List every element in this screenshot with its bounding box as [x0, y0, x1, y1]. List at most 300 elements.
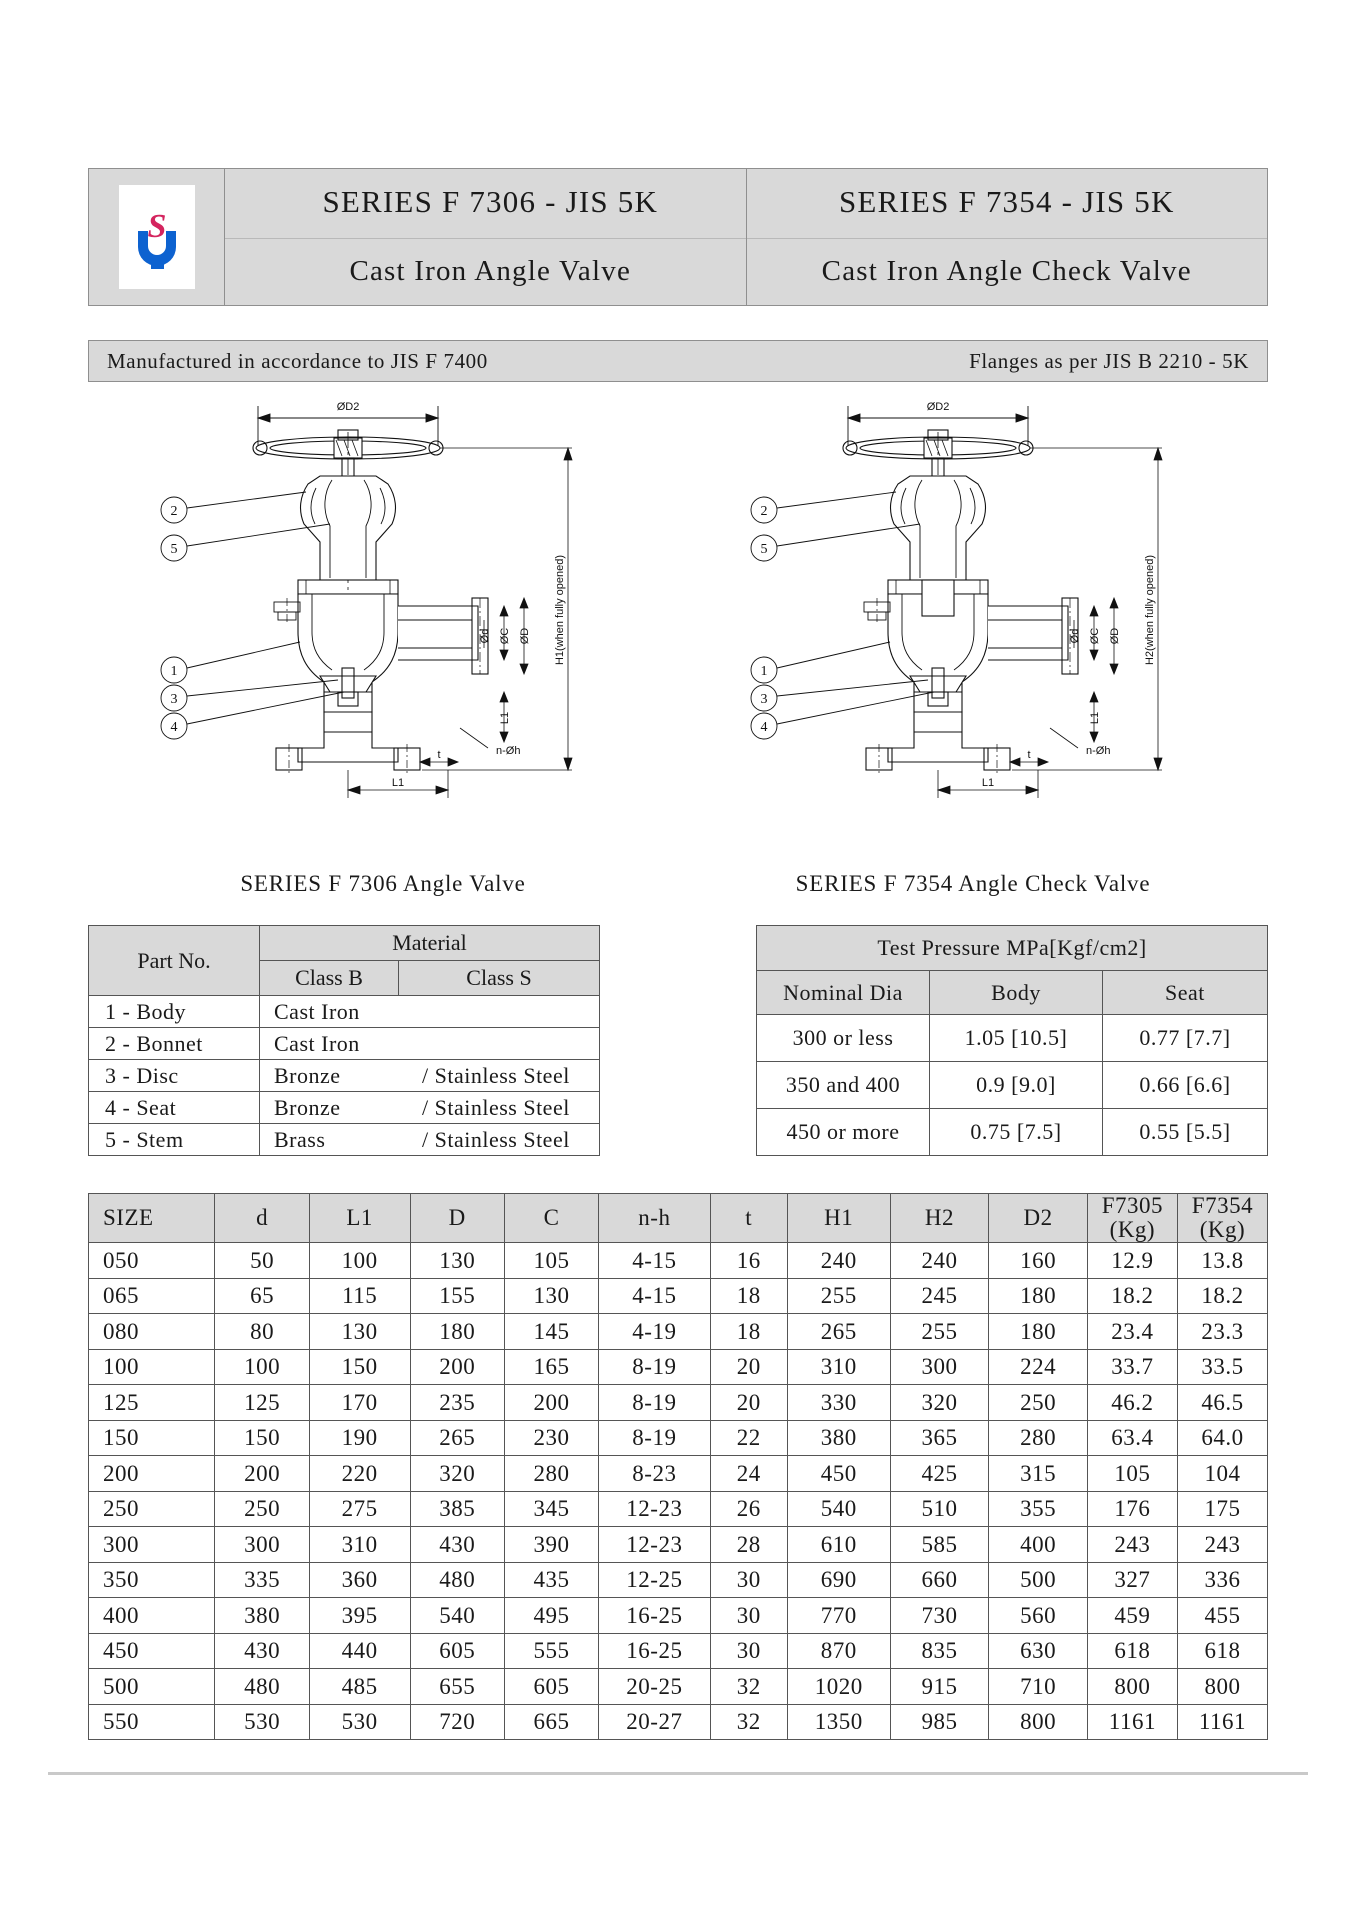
cell-t: 16 — [710, 1243, 787, 1279]
cell-f7305: 1161 — [1087, 1704, 1177, 1740]
cell-f7305: 243 — [1087, 1527, 1177, 1563]
header-titles — [225, 169, 1267, 305]
cell-h1: 690 — [787, 1562, 890, 1598]
col-head-f7305-weight — [1087, 1194, 1177, 1243]
cell-h1: 540 — [787, 1491, 890, 1527]
cell-nh: 4-15 — [599, 1243, 710, 1279]
pressure-seat: 0.55 [5.5] — [1103, 1109, 1268, 1156]
cell-D: 200 — [410, 1349, 504, 1385]
cell-C: 230 — [504, 1420, 598, 1456]
angle-valve-diagram — [148, 392, 618, 837]
page-header — [88, 168, 1268, 306]
parts-header-class-s: Class S — [399, 961, 600, 996]
cell-size: 065 — [89, 1278, 215, 1314]
right-drawing-caption: SERIES F 7354 Angle Check Valve — [795, 871, 1151, 896]
cell-f7305: 18.2 — [1087, 1278, 1177, 1314]
balloon-2: 2 — [760, 504, 768, 519]
cell-D: 655 — [410, 1669, 504, 1705]
cell-f7305: 12.9 — [1087, 1243, 1177, 1279]
cell-f7305: 327 — [1087, 1562, 1177, 1598]
part-name: 3 - Disc — [89, 1060, 260, 1092]
cell-f7305: 176 — [1087, 1491, 1177, 1527]
part-name: 4 - Seat — [89, 1092, 260, 1124]
cell-t: 32 — [710, 1704, 787, 1740]
cell-l1: 170 — [309, 1385, 410, 1421]
cell-C: 130 — [504, 1278, 598, 1314]
cell-h2: 425 — [890, 1456, 989, 1492]
cell-d: 250 — [215, 1491, 309, 1527]
cell-t: 22 — [710, 1420, 787, 1456]
cell-D: 720 — [410, 1704, 504, 1740]
table-row — [89, 1598, 1268, 1634]
cell-nh: 12-23 — [599, 1491, 710, 1527]
cell-h1: 265 — [787, 1314, 890, 1350]
cell-f7354: 455 — [1177, 1598, 1267, 1634]
logo-box — [119, 185, 195, 289]
cell-f7354: 1161 — [1177, 1704, 1267, 1740]
balloon-1: 1 — [760, 664, 768, 679]
cell-t: 20 — [710, 1385, 787, 1421]
table-row — [89, 996, 600, 1028]
balloon-5: 5 — [760, 542, 768, 557]
cell-l1: 275 — [309, 1491, 410, 1527]
label-bore-d: Ød — [1069, 628, 1081, 644]
cell-f7305: 800 — [1087, 1669, 1177, 1705]
cell-t: 28 — [710, 1527, 787, 1563]
cell-h2: 585 — [890, 1527, 989, 1563]
cell-t: 24 — [710, 1456, 787, 1492]
cell-f7305: 63.4 — [1087, 1420, 1177, 1456]
table-row — [89, 1456, 1268, 1492]
cell-nh: 20-27 — [599, 1704, 710, 1740]
datasheet-page — [88, 0, 1268, 1920]
cell-d: 300 — [215, 1527, 309, 1563]
left-drawing-caption: SERIES F 7306 Angle Valve — [240, 871, 526, 896]
cell-t: 18 — [710, 1278, 787, 1314]
pressure-nominal-dia: 350 and 400 — [757, 1062, 930, 1109]
pressure-nominal-dia: 450 or more — [757, 1109, 930, 1156]
cell-d: 200 — [215, 1456, 309, 1492]
header-left-column — [225, 169, 747, 305]
cell-f7354: 46.5 — [1177, 1385, 1267, 1421]
cell-d2: 250 — [989, 1385, 1088, 1421]
cell-f7354: 33.5 — [1177, 1349, 1267, 1385]
label-top-dia: ØD2 — [336, 401, 360, 413]
cell-size: 300 — [89, 1527, 215, 1563]
material-class-b: Cast Iron — [274, 1030, 360, 1056]
cell-f7354: 800 — [1177, 1669, 1267, 1705]
part-name: 1 - Body — [89, 996, 260, 1028]
cell-f7354: 13.8 — [1177, 1243, 1267, 1279]
label-height-h2: H2(when fully opened) — [1144, 554, 1156, 666]
footer-divider — [48, 1772, 1308, 1775]
cell-nh: 8-23 — [599, 1456, 710, 1492]
part-material — [260, 1028, 600, 1060]
balloon-2: 2 — [170, 504, 178, 519]
cell-size: 125 — [89, 1385, 215, 1421]
cell-l1: 220 — [309, 1456, 410, 1492]
table-row — [89, 1314, 1268, 1350]
cell-l1: 130 — [309, 1314, 410, 1350]
cell-h2: 320 — [890, 1385, 989, 1421]
right-product-subtitle: Cast Iron Angle Check Valve — [747, 238, 1268, 306]
left-product-subtitle: Cast Iron Angle Valve — [225, 238, 746, 306]
part-material — [260, 996, 600, 1028]
cell-f7305: 618 — [1087, 1633, 1177, 1669]
cell-h1: 1020 — [787, 1669, 890, 1705]
small-tables-row — [88, 925, 1268, 1156]
cell-C: 145 — [504, 1314, 598, 1350]
col-head-D: D — [410, 1194, 504, 1243]
col-head-nh: n-h — [599, 1194, 710, 1243]
cell-d: 50 — [215, 1243, 309, 1279]
cell-h2: 730 — [890, 1598, 989, 1634]
balloon-4: 4 — [170, 720, 178, 735]
left-series-title: SERIES F 7306 - JIS 5K — [322, 184, 659, 220]
cell-l1: 100 — [309, 1243, 410, 1279]
cell-f7354: 336 — [1177, 1562, 1267, 1598]
cell-f7354: 18.2 — [1177, 1278, 1267, 1314]
table-row — [89, 1092, 600, 1124]
label-thickness-t: t — [437, 749, 441, 761]
svg-text:S: S — [147, 208, 166, 245]
cell-f7354: 243 — [1177, 1527, 1267, 1563]
material-class-b: Brass — [274, 1126, 326, 1152]
cell-nh: 8-19 — [599, 1420, 710, 1456]
cell-t: 30 — [710, 1562, 787, 1598]
cell-size: 080 — [89, 1314, 215, 1350]
cell-h1: 870 — [787, 1633, 890, 1669]
label-holes-nh: n-Øh — [1086, 745, 1111, 757]
cell-l1: 530 — [309, 1704, 410, 1740]
label-l1-vertical: L1 — [1089, 711, 1101, 725]
part-name: 5 - Stem — [89, 1124, 260, 1156]
cell-h2: 255 — [890, 1314, 989, 1350]
cell-size: 350 — [89, 1562, 215, 1598]
cell-h1: 610 — [787, 1527, 890, 1563]
cell-C: 280 — [504, 1456, 598, 1492]
cell-D: 480 — [410, 1562, 504, 1598]
cell-f7354: 175 — [1177, 1491, 1267, 1527]
cell-h2: 660 — [890, 1562, 989, 1598]
pressure-body: 0.9 [9.0] — [930, 1062, 1103, 1109]
cell-f7354: 23.3 — [1177, 1314, 1267, 1350]
label-flange-dia-d: ØD — [519, 627, 531, 645]
table-row — [89, 1669, 1268, 1705]
table-row — [89, 1028, 600, 1060]
cell-l1: 310 — [309, 1527, 410, 1563]
cell-h2: 245 — [890, 1278, 989, 1314]
cell-d: 80 — [215, 1314, 309, 1350]
cell-d: 125 — [215, 1385, 309, 1421]
cell-f7305: 459 — [1087, 1598, 1177, 1634]
cell-D: 235 — [410, 1385, 504, 1421]
cell-d2: 224 — [989, 1349, 1088, 1385]
table-row — [757, 1109, 1268, 1156]
f7354-label: F7354 — [1191, 1193, 1254, 1218]
cell-d2: 280 — [989, 1420, 1088, 1456]
cell-h2: 835 — [890, 1633, 989, 1669]
cell-l1: 115 — [309, 1278, 410, 1314]
drawings-row — [88, 392, 1268, 897]
cell-t: 30 — [710, 1598, 787, 1634]
pressure-nominal-dia: 300 or less — [757, 1015, 930, 1062]
parts-material-table — [88, 925, 600, 1156]
cell-h2: 365 — [890, 1420, 989, 1456]
table-row — [89, 1060, 600, 1092]
cell-nh: 12-25 — [599, 1562, 710, 1598]
cell-t: 30 — [710, 1633, 787, 1669]
table-row — [89, 1562, 1268, 1598]
col-head-l1: L1 — [309, 1194, 410, 1243]
cell-h1: 1350 — [787, 1704, 890, 1740]
label-bolt-circle-c: ØC — [499, 627, 511, 645]
cell-d: 65 — [215, 1278, 309, 1314]
su-logo — [128, 201, 186, 273]
cell-f7354: 618 — [1177, 1633, 1267, 1669]
cell-nh: 16-25 — [599, 1633, 710, 1669]
cell-f7305: 46.2 — [1087, 1385, 1177, 1421]
balloon-3: 3 — [760, 692, 768, 707]
table-row — [89, 1124, 600, 1156]
header-right-column — [747, 169, 1268, 305]
cell-nh: 12-23 — [599, 1527, 710, 1563]
part-material — [260, 1092, 600, 1124]
col-head-size: SIZE — [89, 1194, 215, 1243]
cell-C: 495 — [504, 1598, 598, 1634]
cell-h2: 915 — [890, 1669, 989, 1705]
cell-nh: 16-25 — [599, 1598, 710, 1634]
cell-D: 605 — [410, 1633, 504, 1669]
cell-d2: 710 — [989, 1669, 1088, 1705]
label-l1-bottom: L1 — [391, 777, 405, 789]
part-material — [260, 1060, 600, 1092]
cell-f7305: 23.4 — [1087, 1314, 1177, 1350]
pressure-header-seat: Seat — [1103, 970, 1268, 1015]
cell-d2: 160 — [989, 1243, 1088, 1279]
cell-f7305: 105 — [1087, 1456, 1177, 1492]
cell-D: 265 — [410, 1420, 504, 1456]
cell-h1: 450 — [787, 1456, 890, 1492]
table-row — [89, 1243, 1268, 1279]
label-holes-nh: n-Øh — [496, 745, 521, 757]
cell-t: 18 — [710, 1314, 787, 1350]
pressure-header-body: Body — [930, 970, 1103, 1015]
label-l1-bottom: L1 — [981, 777, 995, 789]
material-class-b: Bronze — [274, 1094, 341, 1120]
cell-nh: 8-19 — [599, 1385, 710, 1421]
balloon-4: 4 — [760, 720, 768, 735]
label-bore-d: Ød — [479, 628, 491, 644]
cell-D: 385 — [410, 1491, 504, 1527]
su-logo-icon — [128, 201, 186, 273]
part-material — [260, 1124, 600, 1156]
cell-size: 250 — [89, 1491, 215, 1527]
balloon-5: 5 — [170, 542, 178, 557]
cell-C: 105 — [504, 1243, 598, 1279]
label-top-dia: ØD2 — [926, 401, 950, 413]
pressure-header-nominal-dia: Nominal Dia — [757, 970, 930, 1015]
cell-d2: 400 — [989, 1527, 1088, 1563]
cell-h2: 300 — [890, 1349, 989, 1385]
cell-t: 32 — [710, 1669, 787, 1705]
col-head-h2: H2 — [890, 1194, 989, 1243]
balloon-1: 1 — [170, 664, 178, 679]
cell-t: 20 — [710, 1349, 787, 1385]
pressure-body: 0.75 [7.5] — [930, 1109, 1103, 1156]
cell-size: 100 — [89, 1349, 215, 1385]
balloon-3: 3 — [170, 692, 178, 707]
parts-header-class-b: Class B — [260, 961, 399, 996]
cell-nh: 20-25 — [599, 1669, 710, 1705]
cell-d2: 500 — [989, 1562, 1088, 1598]
dimensions-table — [88, 1193, 1268, 1740]
material-class-s: / Stainless Steel — [422, 1126, 570, 1152]
cell-C: 390 — [504, 1527, 598, 1563]
table-row — [757, 1015, 1268, 1062]
cell-d: 530 — [215, 1704, 309, 1740]
cell-h1: 255 — [787, 1278, 890, 1314]
part-name: 2 - Bonnet — [89, 1028, 260, 1060]
angle-check-valve-diagram — [738, 392, 1208, 837]
pressure-seat: 0.66 [6.6] — [1103, 1062, 1268, 1109]
cell-d2: 800 — [989, 1704, 1088, 1740]
cell-d2: 355 — [989, 1491, 1088, 1527]
col-head-C: C — [504, 1194, 598, 1243]
cell-nh: 8-19 — [599, 1349, 710, 1385]
cell-l1: 485 — [309, 1669, 410, 1705]
material-class-b: Cast Iron — [274, 998, 360, 1024]
cell-d2: 560 — [989, 1598, 1088, 1634]
cell-l1: 150 — [309, 1349, 410, 1385]
cell-size: 500 — [89, 1669, 215, 1705]
col-head-d2: D2 — [989, 1194, 1088, 1243]
table-row — [757, 1062, 1268, 1109]
col-head-d: d — [215, 1194, 309, 1243]
table-row — [89, 1704, 1268, 1740]
pressure-seat: 0.77 [7.7] — [1103, 1015, 1268, 1062]
test-pressure-title: Test Pressure MPa[Kgf/cm2] — [757, 926, 1268, 971]
label-bolt-circle-c: ØC — [1089, 627, 1101, 645]
cell-d: 100 — [215, 1349, 309, 1385]
cell-d: 150 — [215, 1420, 309, 1456]
cell-D: 130 — [410, 1243, 504, 1279]
cell-l1: 395 — [309, 1598, 410, 1634]
material-class-s: / Stainless Steel — [422, 1094, 570, 1120]
cell-C: 605 — [504, 1669, 598, 1705]
cell-size: 050 — [89, 1243, 215, 1279]
col-head-t: t — [710, 1194, 787, 1243]
logo-cell — [89, 169, 225, 305]
cell-h1: 310 — [787, 1349, 890, 1385]
cell-h1: 770 — [787, 1598, 890, 1634]
cell-nh: 4-19 — [599, 1314, 710, 1350]
cell-D: 180 — [410, 1314, 504, 1350]
cell-d2: 315 — [989, 1456, 1088, 1492]
dimensions-header-row — [89, 1194, 1268, 1243]
cell-size: 450 — [89, 1633, 215, 1669]
table-row — [89, 1633, 1268, 1669]
f7354-unit: (Kg) — [1199, 1217, 1246, 1243]
right-series-title: SERIES F 7354 - JIS 5K — [838, 184, 1175, 220]
f7305-unit: (Kg) — [1109, 1217, 1156, 1243]
cell-t: 26 — [710, 1491, 787, 1527]
cell-C: 345 — [504, 1491, 598, 1527]
cell-C: 435 — [504, 1562, 598, 1598]
cell-D: 155 — [410, 1278, 504, 1314]
label-height-h1: H1(when fully opened) — [554, 554, 566, 666]
dimensions-table-body — [89, 1243, 1268, 1740]
cell-D: 430 — [410, 1527, 504, 1563]
drawing-angle-check-valve — [678, 392, 1268, 897]
table-row — [89, 1349, 1268, 1385]
cell-d2: 630 — [989, 1633, 1088, 1669]
cell-l1: 360 — [309, 1562, 410, 1598]
cell-size: 400 — [89, 1598, 215, 1634]
test-pressure-table — [756, 925, 1268, 1156]
cell-C: 200 — [504, 1385, 598, 1421]
cell-size: 150 — [89, 1420, 215, 1456]
table-row — [89, 1527, 1268, 1563]
parts-header-material: Material — [260, 926, 600, 961]
f7305-label: F7305 — [1101, 1193, 1164, 1218]
table-row — [89, 1278, 1268, 1314]
cell-D: 320 — [410, 1456, 504, 1492]
cell-l1: 190 — [309, 1420, 410, 1456]
cell-C: 555 — [504, 1633, 598, 1669]
col-head-f7354-weight — [1177, 1194, 1267, 1243]
drawing-angle-valve — [88, 392, 678, 897]
cell-d: 430 — [215, 1633, 309, 1669]
flange-standard: Flanges as per JIS B 2210 - 5K — [969, 348, 1249, 373]
cell-d: 335 — [215, 1562, 309, 1598]
table-row — [89, 1420, 1268, 1456]
cell-size: 200 — [89, 1456, 215, 1492]
parts-header-part-no: Part No. — [89, 926, 260, 996]
cell-D: 540 — [410, 1598, 504, 1634]
table-row — [89, 1491, 1268, 1527]
col-head-h1: H1 — [787, 1194, 890, 1243]
standards-bar — [88, 340, 1268, 382]
cell-h1: 380 — [787, 1420, 890, 1456]
cell-f7305: 33.7 — [1087, 1349, 1177, 1385]
cell-l1: 440 — [309, 1633, 410, 1669]
cell-h1: 240 — [787, 1243, 890, 1279]
material-class-b: Bronze — [274, 1062, 341, 1088]
pressure-body: 1.05 [10.5] — [930, 1015, 1103, 1062]
cell-h2: 240 — [890, 1243, 989, 1279]
cell-d: 380 — [215, 1598, 309, 1634]
material-class-s: / Stainless Steel — [422, 1062, 570, 1088]
manufacturing-standard: Manufactured in accordance to JIS F 7400 — [107, 348, 488, 373]
cell-f7354: 104 — [1177, 1456, 1267, 1492]
cell-nh: 4-15 — [599, 1278, 710, 1314]
cell-size: 550 — [89, 1704, 215, 1740]
label-thickness-t: t — [1027, 749, 1031, 761]
cell-d2: 180 — [989, 1314, 1088, 1350]
cell-f7354: 64.0 — [1177, 1420, 1267, 1456]
cell-h2: 510 — [890, 1491, 989, 1527]
cell-d2: 180 — [989, 1278, 1088, 1314]
table-row — [89, 1385, 1268, 1421]
cell-C: 165 — [504, 1349, 598, 1385]
cell-d: 480 — [215, 1669, 309, 1705]
label-flange-dia-d: ØD — [1109, 627, 1121, 645]
cell-h1: 330 — [787, 1385, 890, 1421]
dimensions-table-wrap — [88, 1193, 1268, 1740]
cell-h2: 985 — [890, 1704, 989, 1740]
cell-C: 665 — [504, 1704, 598, 1740]
